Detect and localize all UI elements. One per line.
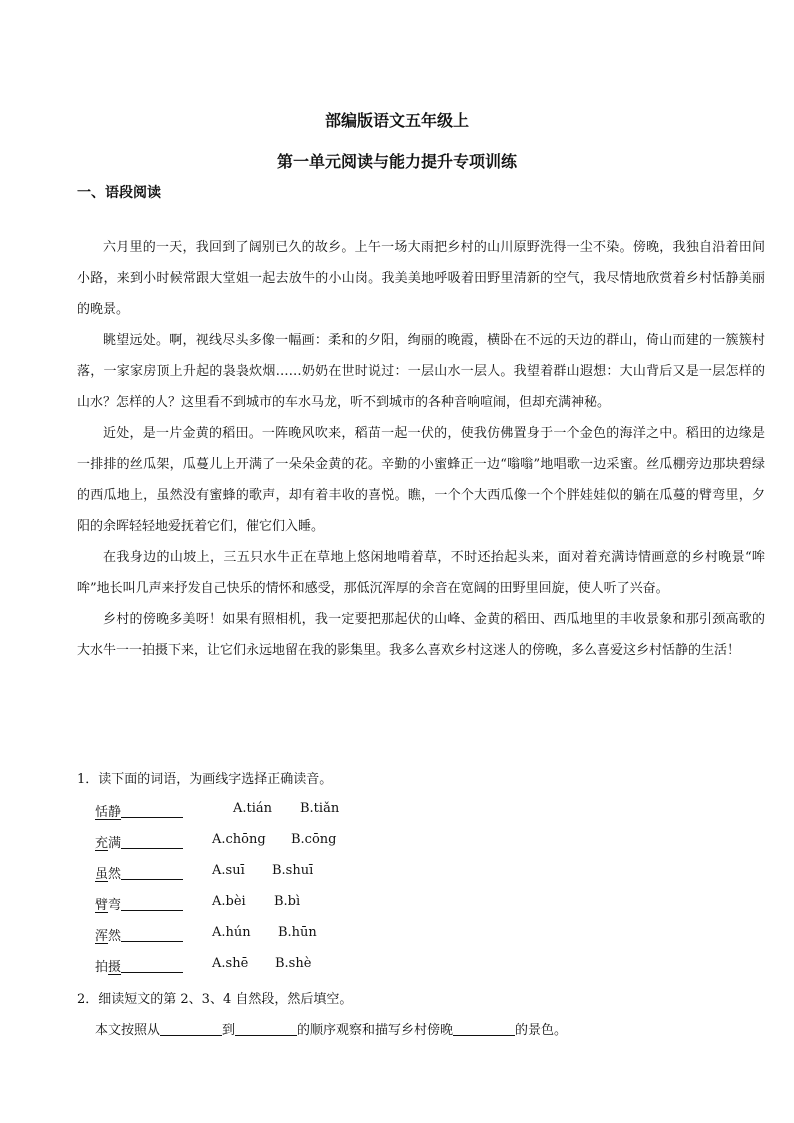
option-word	[95, 956, 121, 975]
word-char: 拍	[95, 960, 109, 975]
option-row	[95, 956, 312, 976]
option-row	[95, 832, 337, 852]
word-char: 然	[108, 867, 122, 882]
passage-paragraph: 乡村的傍晚多美呀！如果有照相机，我一定要把那起伏的山峰、金黄的稻田、西瓜地里的丰收景象和那引颈高歌的大水牛一一拍摄下来，让它们永远地留在我的影集里。我多么喜欢乡村这迷人的傍晚，多么喜爱这乡村恬静的生活！	[77, 612, 765, 658]
word-char: 静	[108, 805, 122, 820]
choice-b: B.hūn	[278, 925, 317, 940]
choice-a: A.bèi	[212, 894, 246, 909]
answer-blank[interactable]	[121, 927, 183, 942]
answer-blank[interactable]	[121, 834, 183, 849]
fill-text: 的顺序观察和描写乡村傍晚	[297, 1023, 454, 1038]
answer-blank[interactable]	[121, 803, 183, 818]
choice-a: A.suī	[212, 863, 245, 878]
option-word	[95, 925, 121, 944]
passage-paragraph: 在我身边的山坡上，三五只水牛正在草地上悠闲地啃着草，不时还抬起头来，面对着充满诗情画意的乡村晚景“哞哞”地长叫几声来抒发自己快乐的情怀和感受，那低沉浑厚的余音在宽阔的田野里回旋，使人听了兴奋。	[77, 550, 765, 596]
option-row	[95, 894, 301, 914]
word-char: 然	[108, 929, 122, 944]
answer-blank[interactable]	[160, 1021, 222, 1036]
choice-b: B.bì	[274, 894, 301, 909]
option-row	[95, 863, 314, 883]
option-word	[95, 801, 121, 820]
choice-a: A.shē	[212, 956, 249, 971]
document-title: 部编版语文五年级上	[324, 111, 469, 130]
answer-blank[interactable]	[121, 958, 183, 973]
word-char: 弯	[108, 898, 122, 913]
underlined-char: 虽	[95, 867, 109, 882]
passage-paragraph: 近处，是一片金黄的稻田。一阵晚风吹来，稻苗一起一伏的，使我仿佛置身于一个金色的海洋之中。稻田的边缘是一排排的丝瓜架，瓜蔓儿上开满了一朵朵金黄的花。辛勤的小蜜蜂正一边“嗡嗡”地唱歌一边采蜜。丝瓜棚旁边那块碧绿的西瓜地上，虽然没有蜜蜂的歌声，却有着丰收的喜悦。瞧，一个个大西瓜像一个个胖娃娃似的躺在瓜蔓的臂弯里，夕阳的余晖轻轻地爱抚着它们，催它们入睡。	[77, 426, 765, 534]
underlined-char: 恬	[95, 805, 109, 820]
question-1-prompt: 1．读下面的词语，为画线字选择正确读音。	[77, 772, 333, 787]
answer-blank[interactable]	[453, 1021, 515, 1036]
underlined-char: 臂	[95, 898, 109, 913]
choice-a: A.tián	[233, 801, 273, 816]
question-2-prompt: 2．细读短文的第 2、3、4 自然段，然后填空。	[77, 992, 353, 1007]
fill-in-sentence	[95, 1019, 567, 1038]
option-word	[95, 894, 121, 913]
choice-a: A.hún	[212, 925, 251, 940]
fill-text: 本文按照从	[95, 1023, 161, 1038]
underlined-char: 充	[95, 836, 109, 851]
underlined-char: 浑	[95, 929, 109, 944]
option-word	[95, 832, 121, 851]
choice-b: B.tiǎn	[300, 801, 340, 816]
answer-blank[interactable]	[121, 896, 183, 911]
answer-blank[interactable]	[235, 1021, 297, 1036]
option-row	[95, 925, 317, 945]
fill-text: 到	[222, 1023, 236, 1038]
option-row	[95, 801, 340, 821]
answer-blank[interactable]	[121, 865, 183, 880]
section-heading: 一、语段阅读	[77, 185, 161, 201]
choice-a: A.chōng	[212, 832, 266, 847]
reading-passage	[77, 232, 765, 666]
word-char: 满	[108, 836, 122, 851]
choice-b: B.shè	[275, 956, 312, 971]
choice-b: B.cōng	[291, 832, 337, 847]
underlined-char: 摄	[108, 960, 122, 975]
choice-b: B.shuī	[272, 863, 314, 878]
passage-paragraph: 六月里的一天，我回到了阔别已久的故乡。上午一场大雨把乡村的山川原野洗得一尘不染。傍晚，我独自沿着田间小路，来到小时候常跟大堂姐一起去放牛的小山岗。我美美地呼吸着田野里清新的空气，我尽情地欣赏着乡村恬静美丽的晚景。	[77, 240, 765, 317]
passage-paragraph: 眺望远处。啊，视线尽头多像一幅画：柔和的夕阳，绚丽的晚霞，横卧在不远的天边的群山，倚山而建的一簇簇村落，一家家房顶上升起的袅袅炊烟……奶奶在世时说过：一层山水一层人。我望着群山遐想：大山背后又是一层怎样的山水？怎样的人？这里看不到城市的车水马龙，听不到城市的各种音响喧闹，但却充满神秘。	[77, 333, 765, 410]
fill-text: 的景色。	[515, 1023, 568, 1038]
option-word	[95, 863, 121, 882]
document-subtitle: 第一单元阅读与能力提升专项训练	[276, 152, 517, 171]
